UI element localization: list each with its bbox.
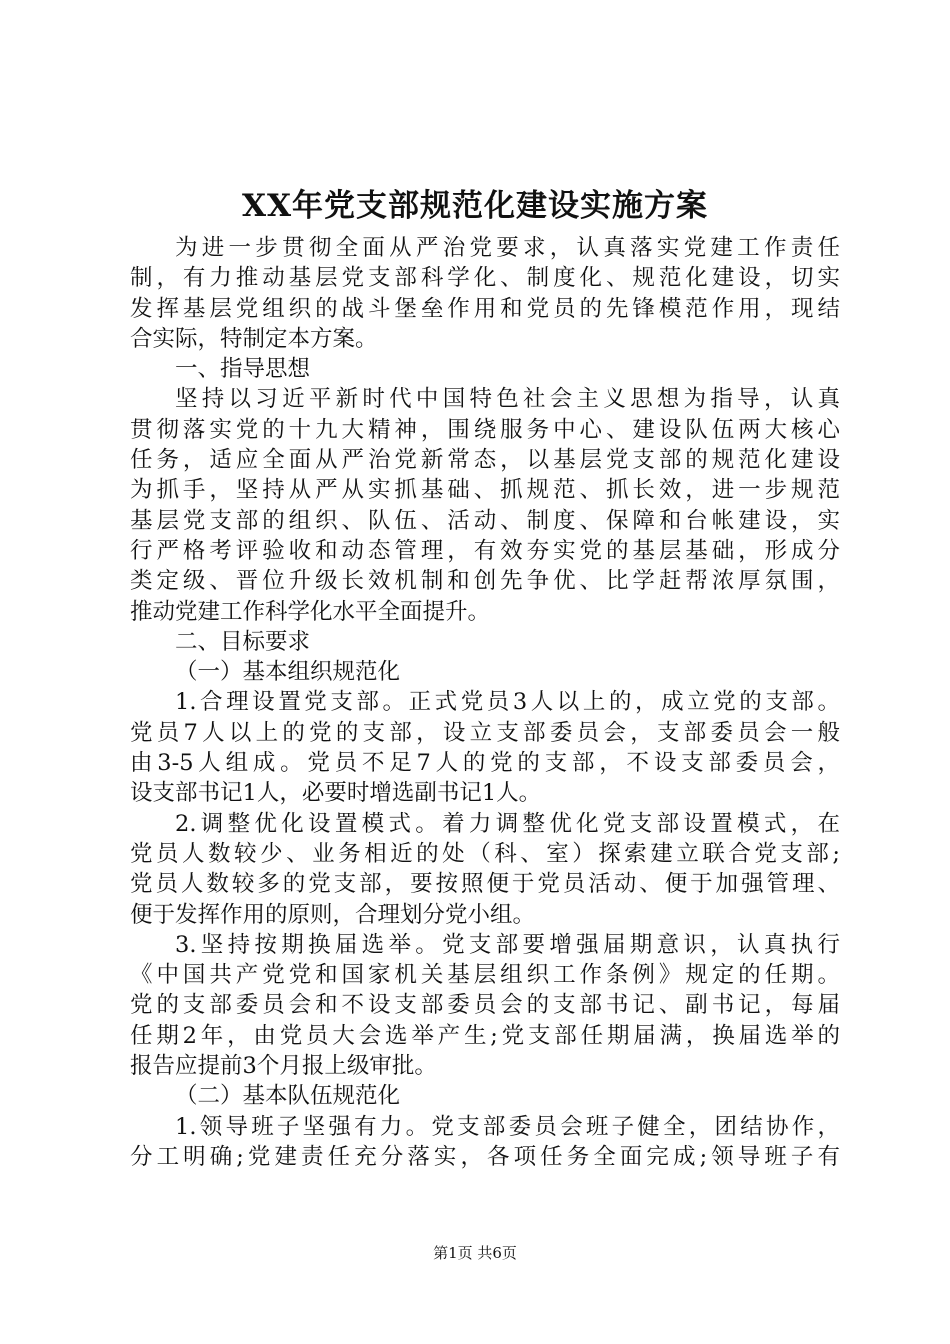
text-line: 发挥基层党组织的战斗堡垒作用和党员的先锋模范作用，现结 [130,295,840,322]
text-line: 行严格考评验收和动态管理，有效夯实党的基层基础，形成分 [130,537,840,564]
page-footer: 第1页 共6页 [433,1244,517,1262]
text-line: 为进一步贯彻全面从严治党要求，认真落实党建工作责任 [175,235,840,261]
text-line: 《中国共产党党和国家机关基层组织工作条例》规定的任期。 [130,962,840,989]
text-line: 为抓手，坚持从严从实抓基础、抓规范、抓长效，进一步规范 [130,477,840,504]
document-body [130,233,840,1172]
text-line: 党员人数较少、业务相近的处（科、室）探索建立联合党支部; [130,840,840,867]
text-line: 类定级、晋位升级长效机制和创先争优、比学赶帮浓厚氛围， [130,568,840,595]
text-line: 便于发挥作用的原则，合理划分党小组。 [130,901,536,928]
text-line: 党员人数较多的党支部，要按照便于党员活动、便于加强管理、 [130,871,840,898]
text-line: 基层党支部的组织、队伍、活动、制度、保障和台帐建设，实 [130,507,840,534]
text-line: （二）基本队伍规范化 [175,1083,401,1110]
text-line: 推动党建工作科学化水平全面提升。 [130,598,491,625]
text-line: 党的支部委员会和不设支部委员会的支部书记、副书记，每届 [130,992,840,1019]
text-line: 合实际，特制定本方案。 [130,325,378,352]
text-line: 分工明确;党建责任充分落实，各项任务全面完成;领导班子有 [130,1143,840,1170]
text-line: 报告应提前3个月报上级审批。 [130,1053,437,1080]
text-line: 制，有力推动基层党支部科学化、制度化、规范化建设，切实 [130,265,840,292]
text-line: 设支部书记1人，必要时增选副书记1人。 [130,780,542,807]
document-title: XX年党支部规范化建设实施方案 [241,188,709,224]
text-line: 坚持以习近平新时代中国特色社会主义思想为指导，认真 [175,386,840,413]
text-line: 由3-5人组成。党员不足7人的党的支部，不设支部委员会， [130,750,840,777]
text-line: 1.合理设置党支部。正式党员3人以上的，成立党的支部。 [175,689,840,716]
text-line: 任务，适应全面从严治党新常态，以基层党支部的规范化建设 [130,447,840,474]
text-line: 一、指导思想 [175,356,311,383]
text-line: 党员7人以上的党的支部，设立支部委员会，支部委员会一般 [130,719,840,746]
text-line: 贯彻落实党的十九大精神，围绕服务中心、建设队伍两大核心 [130,416,840,443]
text-line: 任期2年，由党员大会选举产生;党支部任期届满，换届选举的 [130,1022,840,1049]
text-line: 3.坚持按期换届选举。党支部要增强届期意识，认真执行 [175,931,840,958]
text-line: 2.调整优化设置模式。着力调整优化党支部设置模式，在 [175,810,840,837]
text-line: 1.领导班子坚强有力。党支部委员会班子健全，团结协作， [175,1113,840,1140]
text-line: （一）基本组织规范化 [175,659,401,686]
text-line: 二、目标要求 [175,628,311,655]
